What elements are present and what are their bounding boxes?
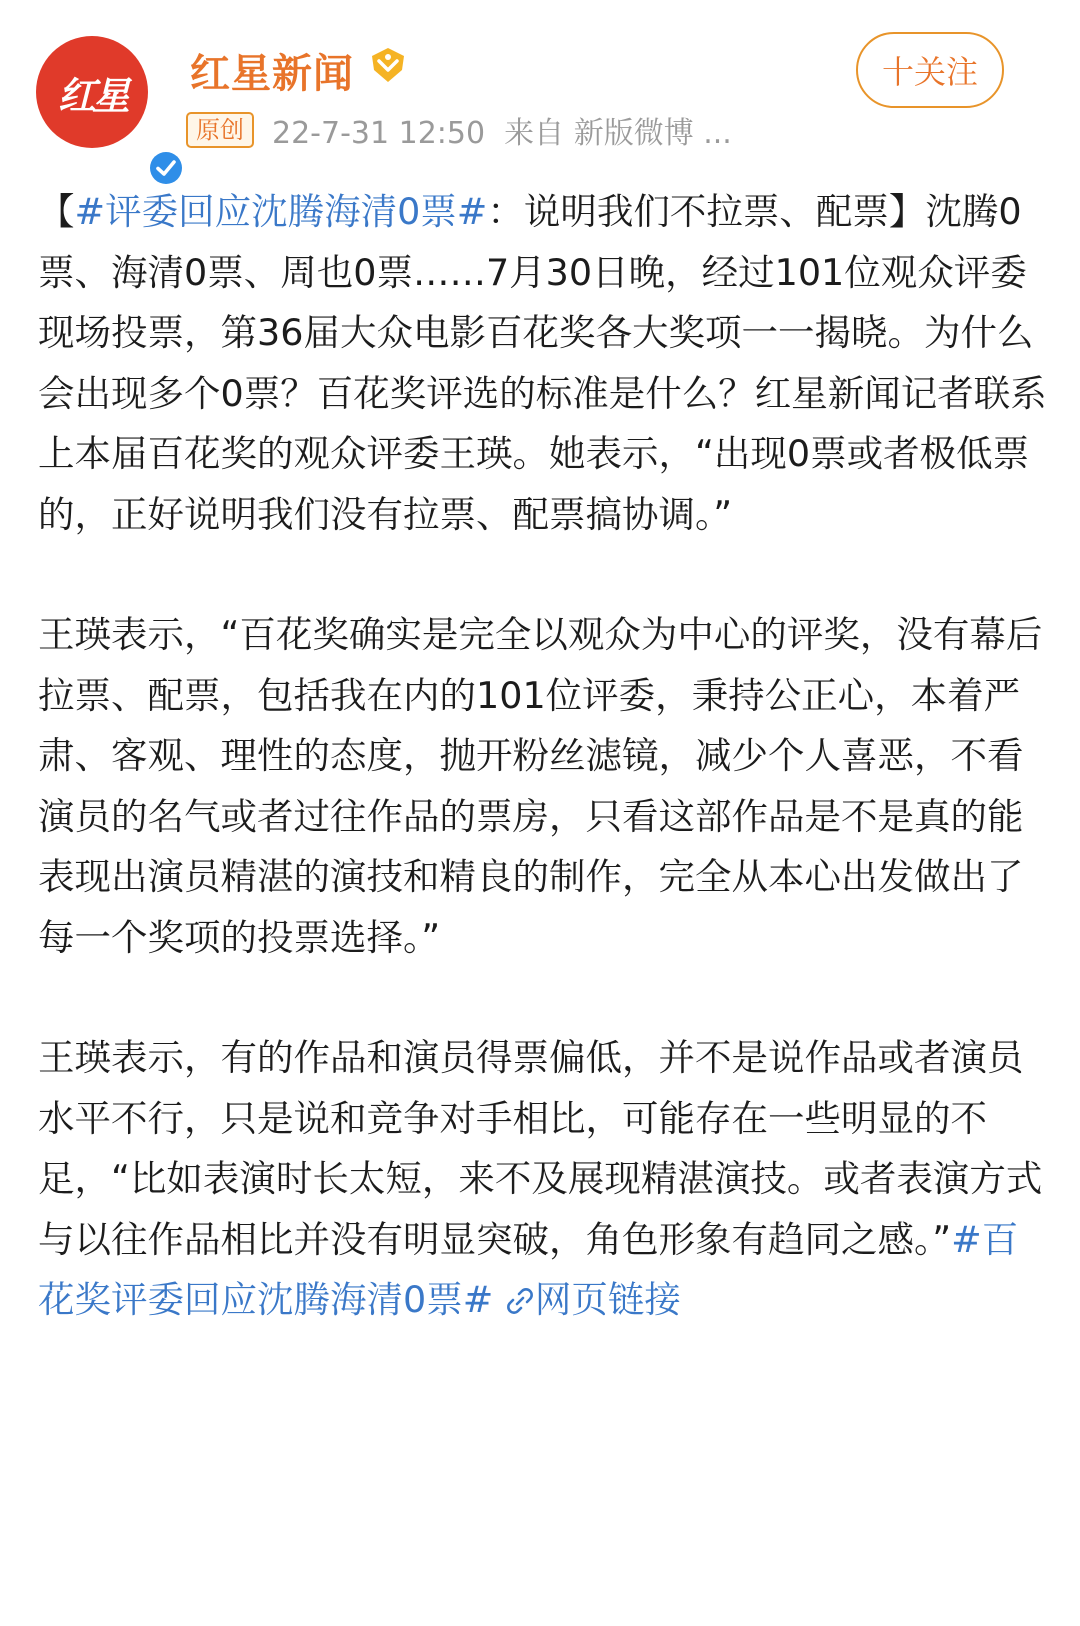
web-link[interactable] (505, 1278, 681, 1321)
original-tag: 原创 (186, 112, 254, 148)
post-source[interactable]: 来自 新版微博 ... (504, 116, 732, 151)
timestamp: 22-7-31 12:50 (272, 116, 486, 151)
paragraph-spacer (38, 545, 1048, 605)
paragraph-spacer (38, 968, 1048, 1028)
paragraph-1-text: ：说明我们不拉票、配票】沈腾0票、海清0票、周也0票……7月30日晚，经过101位观众评委现场投票，第36届大众电影百花奖各大奖项一一揭晓。为什么会出现多个0票？百花奖评选的标准是什么？红星新闻记者联系上本届百花奖的观众评委王瑛。她表示，“出现0票或者极低票的，正好说明我们没有拉票、配票搞协调。” (38, 190, 1047, 536)
follow-button[interactable]: 十关注 (856, 32, 1004, 108)
account-name[interactable]: 红星新闻 (190, 51, 354, 97)
paragraph-1 (38, 182, 1048, 545)
link-icon (505, 1286, 535, 1316)
paragraph-2: 王瑛表示，“百花奖确实是完全以观众为中心的评奖，没有幕后拉票、配票，包括我在内的101位评委，秉持公正心，本着严肃、客观、理性的态度，抛开粉丝滤镜，减少个人喜恶，不看演员的名气或者过往作品的票房，只看这部作品是不是真的能表现出演员精湛的演技和精良的制作，完全从本心出发做出了每一个奖项的投票选择。” (38, 613, 1043, 959)
post-body (38, 182, 1048, 1331)
web-link-label: 网页链接 (534, 1278, 681, 1321)
avatar-logo-text: 红星 (57, 72, 126, 118)
paragraph-3 (38, 1028, 1048, 1331)
topic-hashtag-end[interactable]: #百花奖评委回应沈腾海清0票# (38, 1217, 1019, 1321)
post-timestamp-source (272, 108, 732, 152)
gold-badge-icon (368, 46, 408, 88)
topic-hashtag[interactable]: #评委回应沈腾海清0票# (74, 190, 488, 233)
paragraph-3-text: 王瑛表示，有的作品和演员得票偏低，并不是说作品或者演员水平不行，只是说和竞争对手相比，可能存在一些明显的不足，“比如表演时长太短，来不及展现精湛演技。或者表演方式与以往作品相比并没有明显突破，角色形象有趋同之感。” (38, 1036, 1043, 1261)
avatar[interactable] (36, 36, 148, 148)
post-meta (186, 110, 732, 150)
bracket-open: 【 (38, 190, 75, 233)
post-header (0, 0, 1080, 180)
